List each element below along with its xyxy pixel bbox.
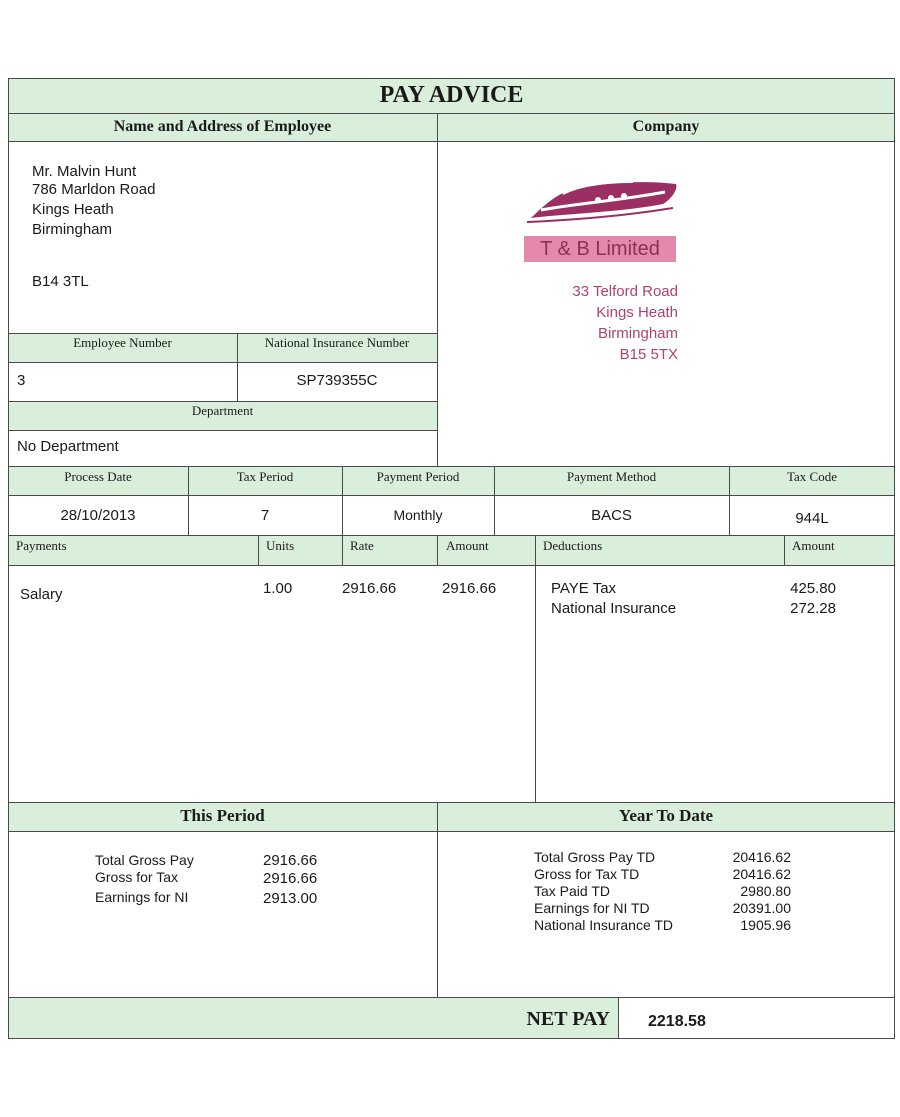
payment-units: 1.00: [263, 580, 293, 597]
deduction-description: National Insurance: [551, 600, 677, 617]
department-label: Department: [191, 403, 254, 418]
company-logo: [523, 178, 683, 228]
rule: [8, 333, 437, 334]
this-period-heading: This Period: [180, 806, 265, 825]
ni-number-value: SP739355C: [296, 372, 378, 389]
this-period-value: 2913.00: [263, 890, 318, 907]
company-section-heading: Company: [632, 118, 700, 135]
this-period-value: 2916.66: [263, 852, 318, 869]
employee-address: [32, 162, 155, 240]
address-line: Birmingham: [32, 221, 113, 238]
rule: [8, 535, 895, 536]
ytd-value: 20416.62: [732, 849, 791, 865]
payment-description: Salary: [20, 586, 63, 603]
payments-header: Payments: [16, 538, 67, 553]
deduction-description: PAYE Tax: [551, 580, 617, 597]
ytd-value: 20391.00: [732, 900, 791, 916]
tax-period-value: 7: [260, 507, 270, 524]
rule: [437, 535, 438, 565]
net-pay-label: NET PAY: [526, 1008, 610, 1030]
employee-postcode: B14 3TL: [32, 273, 89, 290]
rule: [8, 495, 895, 496]
department-value: No Department: [17, 438, 119, 455]
company-address-line: B15 5TX: [619, 346, 678, 363]
deduction-amount: 272.28: [790, 600, 836, 617]
address-line: Kings Heath: [32, 201, 114, 218]
amount-header: Amount: [446, 538, 489, 553]
rule: [342, 535, 343, 565]
rule: [437, 113, 438, 466]
rule: [8, 401, 437, 402]
boat-logo-icon: [523, 178, 683, 228]
ytd-value: 20416.62: [732, 866, 791, 882]
payment-rate: 2916.66: [342, 580, 397, 597]
address-line: 786 Marldon Road: [32, 181, 156, 198]
payment-method-value: BACS: [591, 507, 632, 524]
ytd-value: 1905.96: [740, 917, 791, 933]
payment-amount: 2916.66: [442, 580, 497, 597]
ytd-label: National Insurance TD: [534, 917, 674, 933]
rule: [8, 466, 895, 467]
net-pay-value: 2218.58: [648, 1013, 706, 1030]
employee-section-heading: Name and Address of Employee: [113, 118, 332, 135]
deductions-header: Deductions: [543, 538, 603, 553]
rule: [437, 802, 438, 997]
rate-header: Rate: [350, 538, 374, 553]
ni-number-label: National Insurance Number: [264, 335, 410, 350]
company-address-line: Birmingham: [597, 325, 678, 342]
ytd-value: 2980.80: [740, 883, 791, 899]
rule: [535, 535, 536, 802]
deduction-amount: 425.80: [790, 580, 836, 597]
rule: [258, 535, 259, 565]
company-address-line: Kings Heath: [596, 304, 678, 321]
tax-code-value: 944L: [795, 510, 829, 527]
this-period-value: 2916.66: [263, 870, 318, 887]
payment-period-value: Monthly: [393, 507, 443, 523]
rule: [8, 565, 895, 566]
ytd-label: Tax Paid TD: [534, 883, 610, 899]
payment-period-label: Payment Period: [376, 469, 460, 484]
ytd-label: Gross for Tax TD: [534, 866, 640, 882]
employee-number-label: Employee Number: [73, 335, 172, 350]
employee-number-value: 3: [17, 372, 26, 389]
rule: [618, 997, 619, 1039]
ytd-label: Total Gross Pay TD: [534, 849, 656, 865]
page-title: PAY ADVICE: [379, 82, 524, 108]
rule: [784, 535, 785, 565]
company-address: [520, 281, 678, 365]
deductions-amount-header: Amount: [792, 538, 835, 553]
process-date-label: Process Date: [64, 469, 132, 484]
this-period-label: Total Gross Pay: [95, 852, 194, 868]
tax-code-label: Tax Code: [787, 469, 837, 484]
units-header: Units: [266, 538, 295, 553]
rule: [8, 362, 437, 363]
ytd-label: Earnings for NI TD: [534, 900, 650, 916]
rule: [8, 430, 437, 431]
address-line: Mr. Malvin Hunt: [32, 163, 137, 180]
rule: [8, 997, 895, 998]
company-name: T & B Limited: [524, 236, 676, 262]
company-address-line: 33 Telford Road: [572, 283, 678, 300]
rule: [8, 802, 895, 803]
this-period-label: Gross for Tax: [95, 869, 178, 885]
payment-method-label: Payment Method: [566, 469, 657, 484]
process-date-value: 28/10/2013: [60, 507, 136, 524]
tax-period-label: Tax Period: [236, 469, 294, 484]
rule: [8, 831, 895, 832]
year-to-date-heading: Year To Date: [618, 806, 714, 825]
rule: [8, 141, 895, 142]
this-period-label: Earnings for NI: [95, 889, 189, 905]
